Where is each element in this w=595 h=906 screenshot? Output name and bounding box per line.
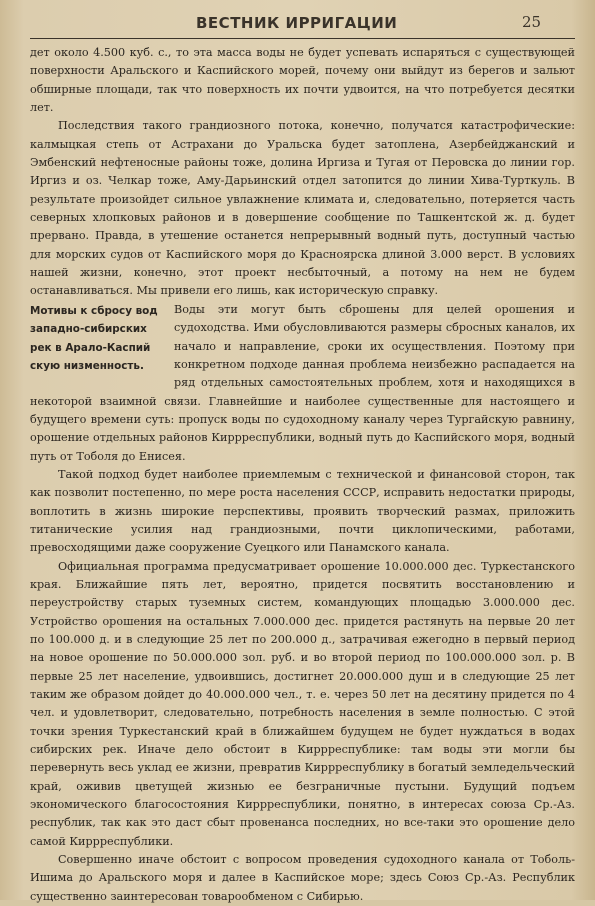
paragraph-canal: Совершенно иначе обстоит с вопросом проведения судоходного канала от Тоболь-Ишима до Аральского моря и далее в Каспийское море; здесь Союз Ср.-Аз. Республик существенно заинтересован товарообменом с Сибирью. — [30, 853, 575, 903]
section-with-side-heading — [30, 301, 575, 466]
journal-title: ВЕСТНИК ИРРИГАЦИИ — [196, 14, 398, 32]
paragraph-approach: Такой подход будет наиболее приемлемым с технической и финансовой сторон, так как позволит постепенно, по мере роста населения СССР, исправить недостатки природы, воплотить в жизнь широкие перспективы, проявить творческий размах, приложить титанические усилия над грандиозными, почти циклопическими, работами, превосходящими даже сооружение Суецкого или Панамского канала. — [30, 467, 575, 555]
header-rule — [30, 38, 575, 39]
article-body — [30, 44, 575, 906]
side-heading: Мотивы к сбросу вод западно-сибирских рек в Арало-Каспий скую низменность. — [30, 304, 158, 372]
page-number: 25 — [522, 13, 542, 31]
paragraph-consequences: Последствия такого грандиозного потока, конечно, получатся катастрофические: калмыцкая степь от Астрахани до Уральска будет затоплена, Азербейджанский и Эмбенский нефтеносные районы тоже, долина Иргиза и Тугая от Перовска до линии гор. Иргиз и оз. Челкар тоже, Аму-Дарьинский отдел затопится до линии Хива-Турткуль. В результате произойдет сильное увлажнение климата и, следовательно, потеряется часть северных хлопковых районов и в довершение сообщение по Ташкентской ж. д. будет прервано. Правда, в утешение останется непрерывный водный путь, доступный частью для морских судов от Каспийского моря до Красноярска длиной 3.000 верст. В условиях нашей жизни, конечно, этот проект несбыточный, а потому на нем не будем останавливаться. Мы привели его лишь, как историческую справку. — [30, 119, 575, 298]
paragraph-motives: Воды эти могут быть сброшены для целей орошения и судоходства. Ими обусловливаются размеры сбросных каналов, их начало и направление, сроки их осуществления. Поэтому при конкретном подходе данная проблема неизбежно распадается на ряд отдельных самостоятельных проблем, хотя и находящихся в некоторой взаимной связи. Главнейшие и наиболее существенные для настоящего и будущего времени суть: пропуск воды по судоходному каналу через Тургайскую равнину, орошение отдельных районов Киррреспублики, водный путь до Каспийского моря, водный путь от Тоболя до Енисея. — [30, 302, 575, 463]
paragraph-continuation: дет около 4.500 куб. с., то эта масса воды не будет успевать испаряться с существующей поверхности Аральского и Каспийского морей, почему они выйдут из берегов и зальют обширные площади, так что поверхность их почти удвоится, на что потребуется десятки лет. — [30, 46, 575, 115]
paragraph-program: Официальная программа предусматривает орошение 10.000.000 дес. Туркестанского края. Ближайшие пять лет, вероятно, придется посвятить восстановлению и переустройству старых туземных систем, командующих площадью 3.000.000 дес. Устройство орошения на остальных 7.000.000 дес. придется растянуть на первые 20 лет по 100.000 д. и в следующие 25 лет по 200.000 д., затрачивая ежегодно в первый период на новое орошение по 50.000.000 зол. руб. и во второй период по 100.000.000 зол. р. В первые 25 лет население, удвоившись, достигнет 20.000.000 душ и в следующие 25 лет таким же образом дойдет до 40.000.000 чел., т. е. через 50 лет на десятину придется по 4 чел. и удовлетворит, следовательно, потребность населения в земле полностью. С этой точки зрения Туркестанский край в ближайшем будущем не будет нуждаться в водах сибирских рек. Иначе дело обстоит в Киррреспублике: там воды эти могли бы перевернуть весь уклад ее жизни, превратив Киррреспублику в богатый земледельческий край, оживив цветущей жизнью ее безграничные пустыни. Будущий подъем экономического благосостояния Киррреспублики, понятно, в интересах союза Ср.-Аз. республик, так как это даст сбыт провенанса последних, но все-таки это орошение дело самой Киррреспублики. — [30, 559, 575, 848]
